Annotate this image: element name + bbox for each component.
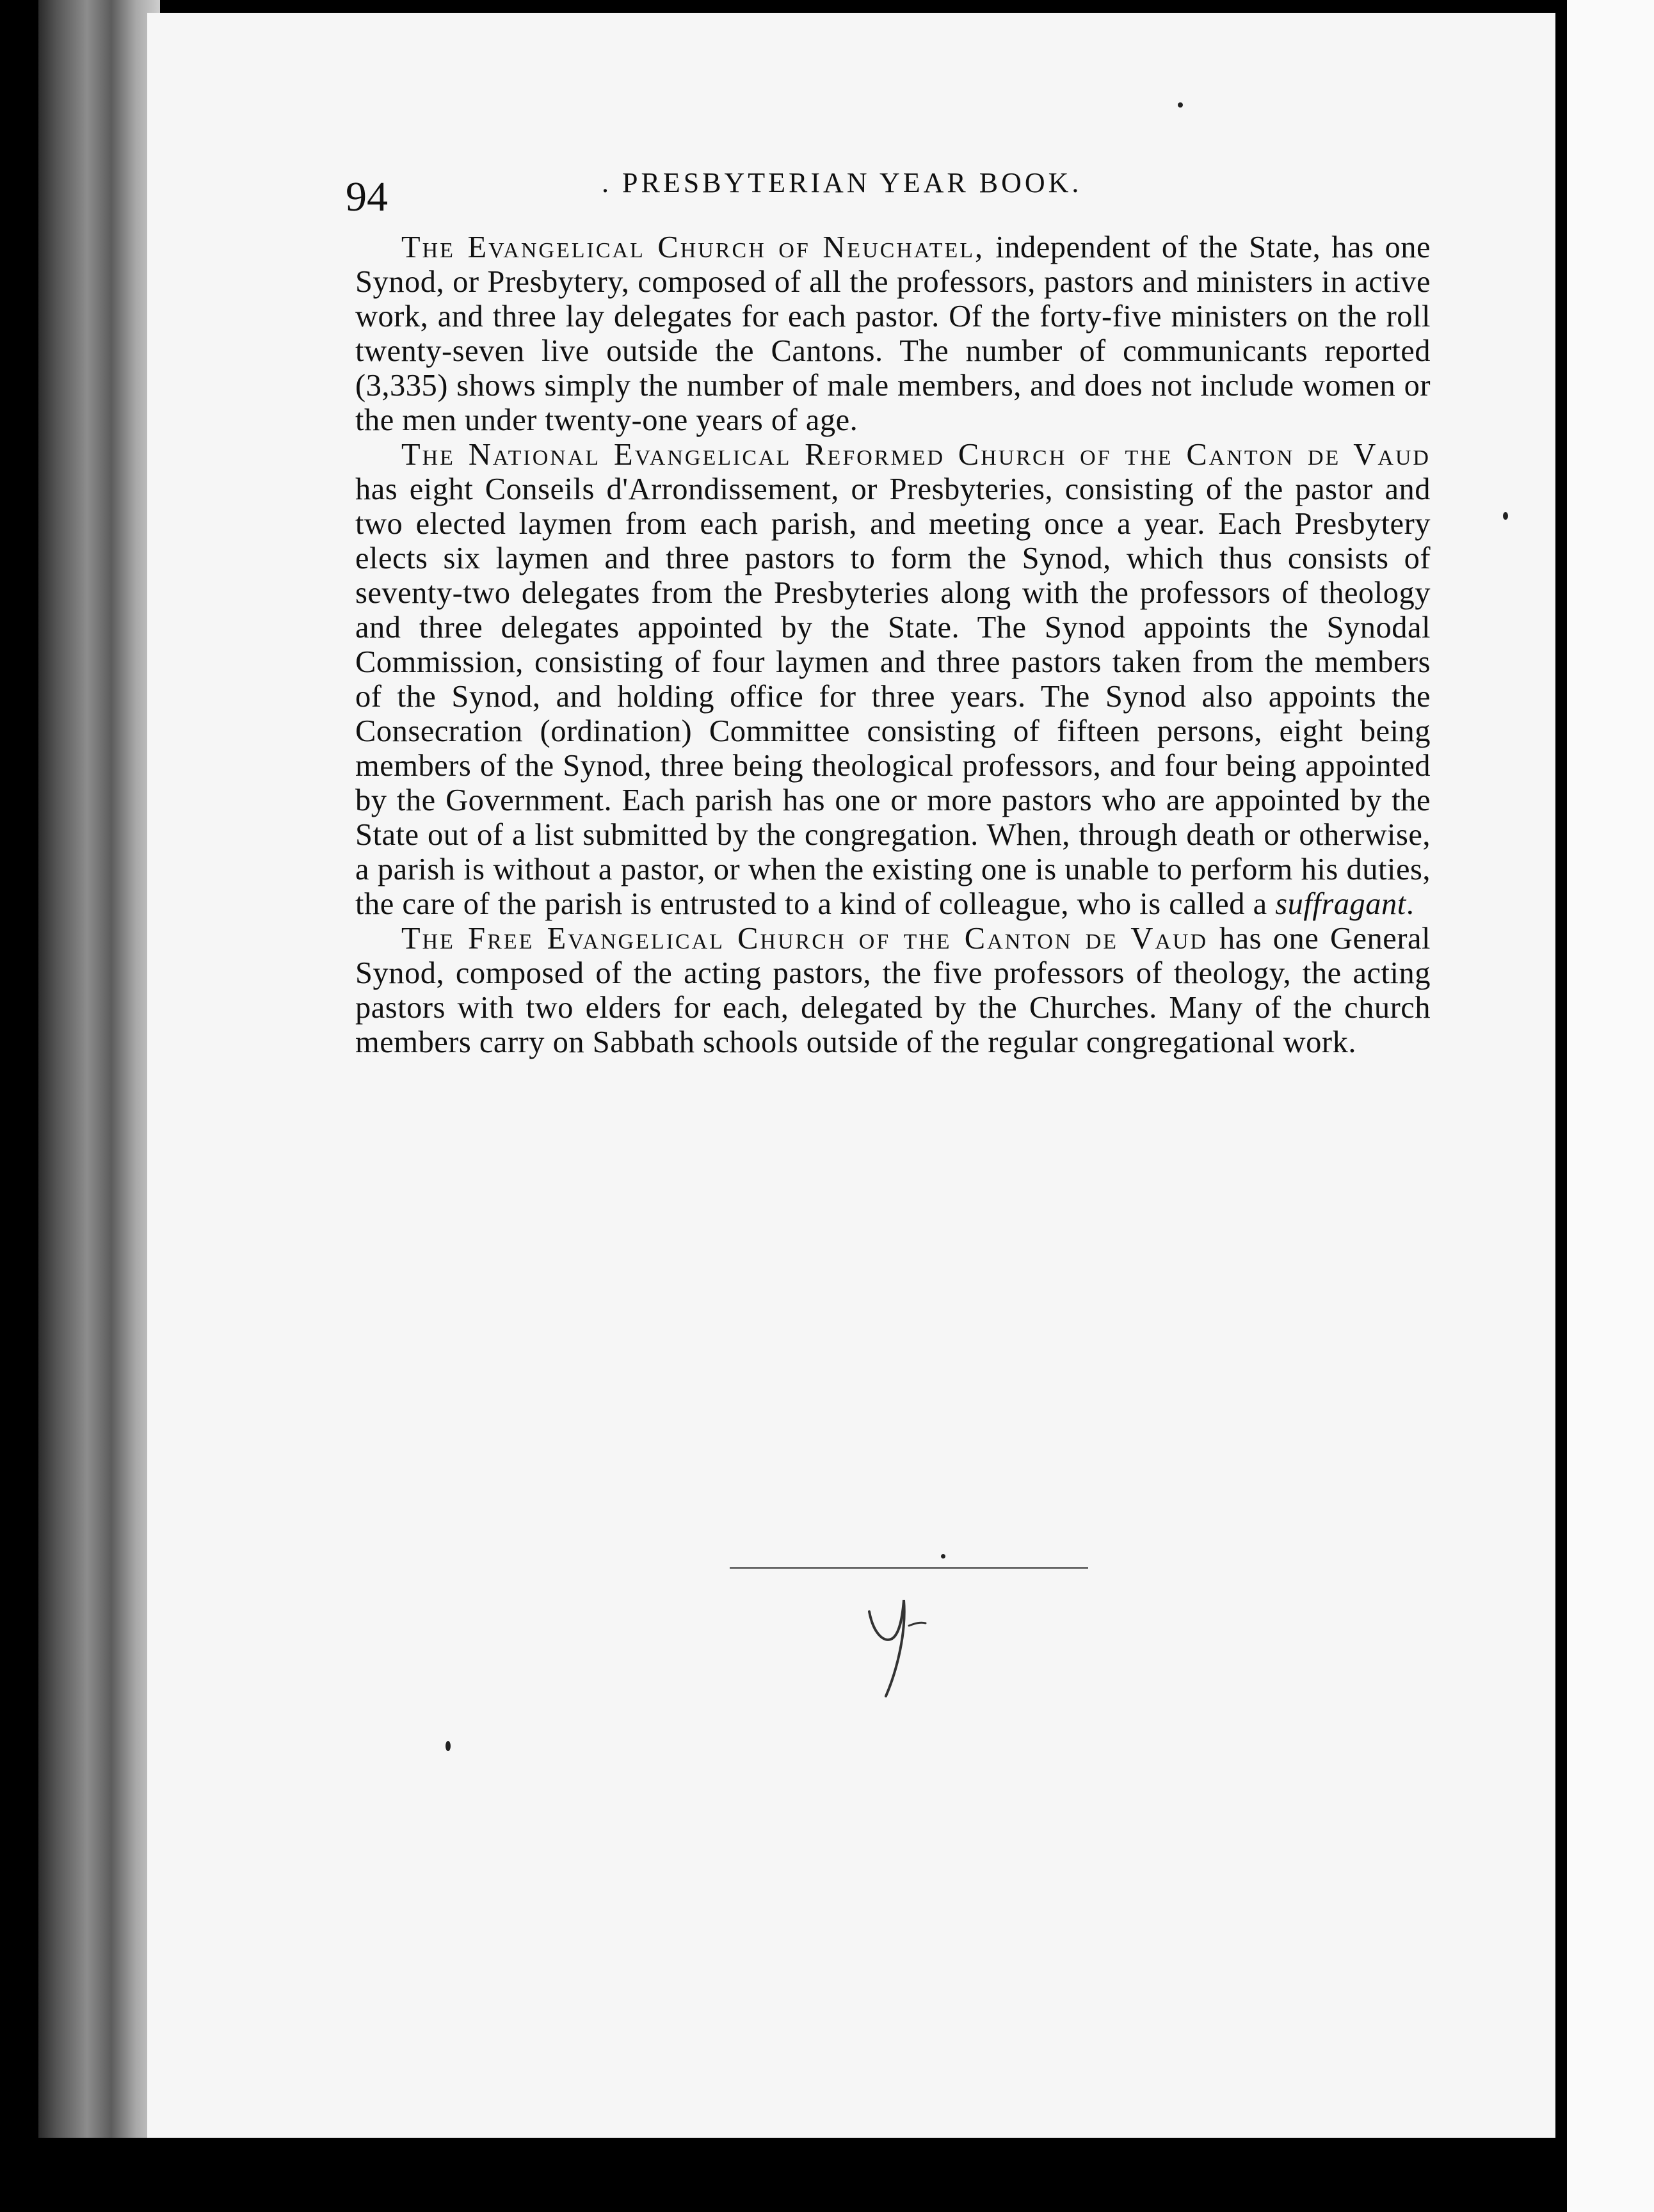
paper-speck (1503, 512, 1508, 520)
facing-page-edge (1555, 0, 1654, 2212)
body-text (355, 230, 1431, 1060)
paragraph-text: has eight Conseils d'Arrondissement, or Presbyteries, consisting of the pastor and two elected laymen from each parish, and meeting once a year. Each Presbytery elects six laymen and three pastors to form the Synod, which thus consists of seventy-two delegates from the Presbyteries along with the professors of theology and three delegates appointed by the State. The Synod appoints the Synodal Commission, consisting of four laymen and three pastors taken from the members of the Synod, and holding office for three years. The Synod also appoints the Consecration (ordination) Committee consisting of fifteen persons, eight being members of the Synod, three being theological professors, and four being appointed by the Government. Each parish has one or more pastors who are appointed by the State out of a list submitted by the congregation. When, through death or otherwise, a parish is without a pastor, or when the existing one is unable to perform his duties, the care of the parish is entrusted to a kind of colleague, who is called a (355, 472, 1431, 921)
paper-speck (1178, 102, 1183, 108)
paper-speck (941, 1554, 945, 1559)
page-number: 94 (346, 173, 388, 220)
church-name: The National Evangelical Reformed Church of the Canton de Vaud (401, 438, 1431, 472)
paragraph-text: has one General Synod, composed of the acting pastors, the five professors of theology, the acting pastors with two elders for each, delegated by the Churches. Many of the church members carry on Sabbath schools outside of the regular congregational work. (355, 922, 1431, 1059)
end-rule (730, 1567, 1088, 1569)
paragraph-text: independent of the State, has one Synod, or Presbytery, composed of all the professors, pastors and ministers in active work, and three lay delegates for each pastor. Of the forty-five ministers on the roll twenty-seven live outside the Cantons. The number of communicants reported (3,335) shows simply the number of male members, and does not include women or the men under twenty-one years of age. (355, 230, 1431, 437)
paper-speck (446, 1741, 451, 1751)
church-name: The Free Evangelical Church of the Canton de Vaud (401, 922, 1208, 956)
book-binding-edge (38, 0, 160, 2138)
church-name: The Evangelical Church of Neuchatel, (401, 230, 985, 264)
paragraph-end: . (1406, 887, 1415, 921)
paragraph-neuchatel (355, 230, 1431, 438)
paragraph-national-vaud (355, 438, 1431, 922)
paragraph-free-vaud (355, 922, 1431, 1060)
running-title: . PRESBYTERIAN YEAR BOOK. (602, 167, 1082, 198)
running-head (346, 154, 1498, 218)
handwritten-mark (864, 1594, 928, 1703)
italic-term: suffragant (1275, 887, 1406, 921)
